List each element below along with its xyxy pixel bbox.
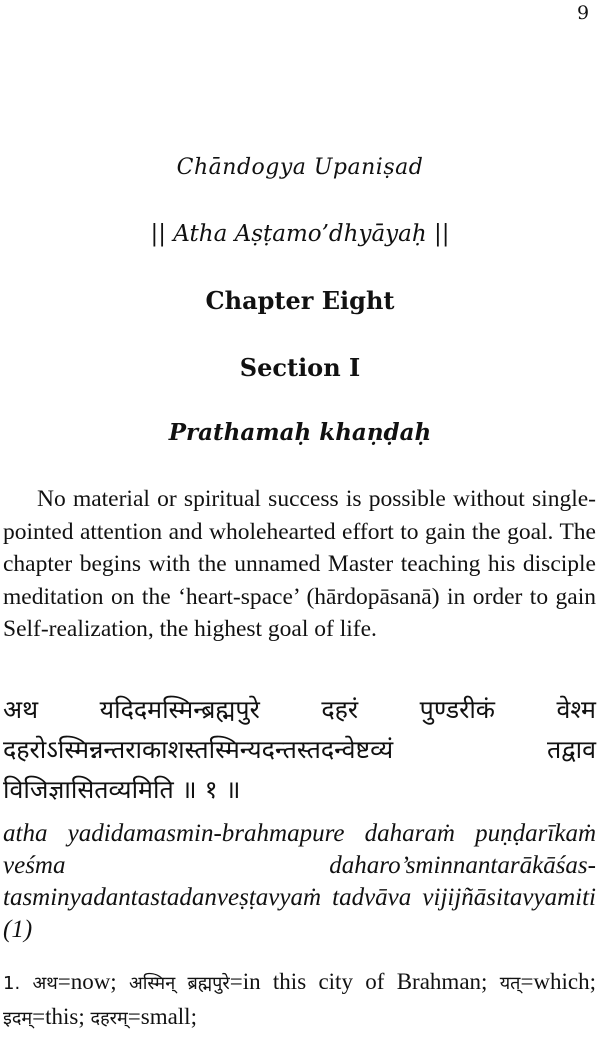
gloss-sanskrit-3: यत् [499, 973, 521, 994]
chapter-heading: Chapter Eight [205, 286, 395, 315]
gloss-english-4: =this; [32, 1004, 85, 1029]
gloss-sanskrit-4: इदम् [3, 1008, 33, 1029]
gloss-sanskrit-1: 1. अथ [3, 973, 58, 994]
upanishad-title: Chāndogya Upaniṣad [176, 155, 424, 180]
sanskrit-verse: अथ यदिदमस्मिन्ब्रह्मपुरे दहरं पुण्डरीकं वेश्म दहरोऽस्मिन्नन्तराकाशस्तस्मिन्यदन्तस्तदन्वेष्टव्यं तद्वाव विजिज्ञासितव्यमिति ॥ १ ॥ [3, 695, 596, 804]
gloss-english-5: =small; [127, 1004, 197, 1029]
gloss-sanskrit-5: दहरम् [90, 1008, 128, 1029]
page-number: 9 [577, 2, 590, 24]
gloss-english-1: =now; [57, 969, 117, 994]
verse-transliteration: atha yadidamasmin-brahmapure daharaṁ puṇḍarīkaṁ veśma daharo’sminnantarākāśas-tasminyadantastadanveṣṭavyaṁ tadvāva vijijñāsitavyamiti (1) [3, 820, 596, 943]
section-heading: Section I [239, 353, 361, 382]
intro-paragraph [3, 483, 596, 646]
gloss-english-2: =in this city of Brahman; [229, 969, 488, 994]
adhyaya-heading: || Atha Aṣṭamo’dhyāyaḥ || [150, 221, 450, 247]
intro-text: No material or spiritual success is possible without single-pointed attention and wholehearted effort to gain the goal. The chapter begins with the unnamed Master teaching his disciple meditation on the ‘heart-space’ (hārdopāsanā) in order to gain Self-realization, the highest goal of life. [3, 486, 596, 642]
word-gloss [3, 965, 596, 1035]
gloss-sanskrit-2: अस्मिन् ब्रह्मपुरे [129, 973, 230, 994]
khanda-heading: Prathamaḥ khaṇḍaḥ [168, 419, 432, 446]
gloss-english-3: =which; [520, 969, 597, 994]
